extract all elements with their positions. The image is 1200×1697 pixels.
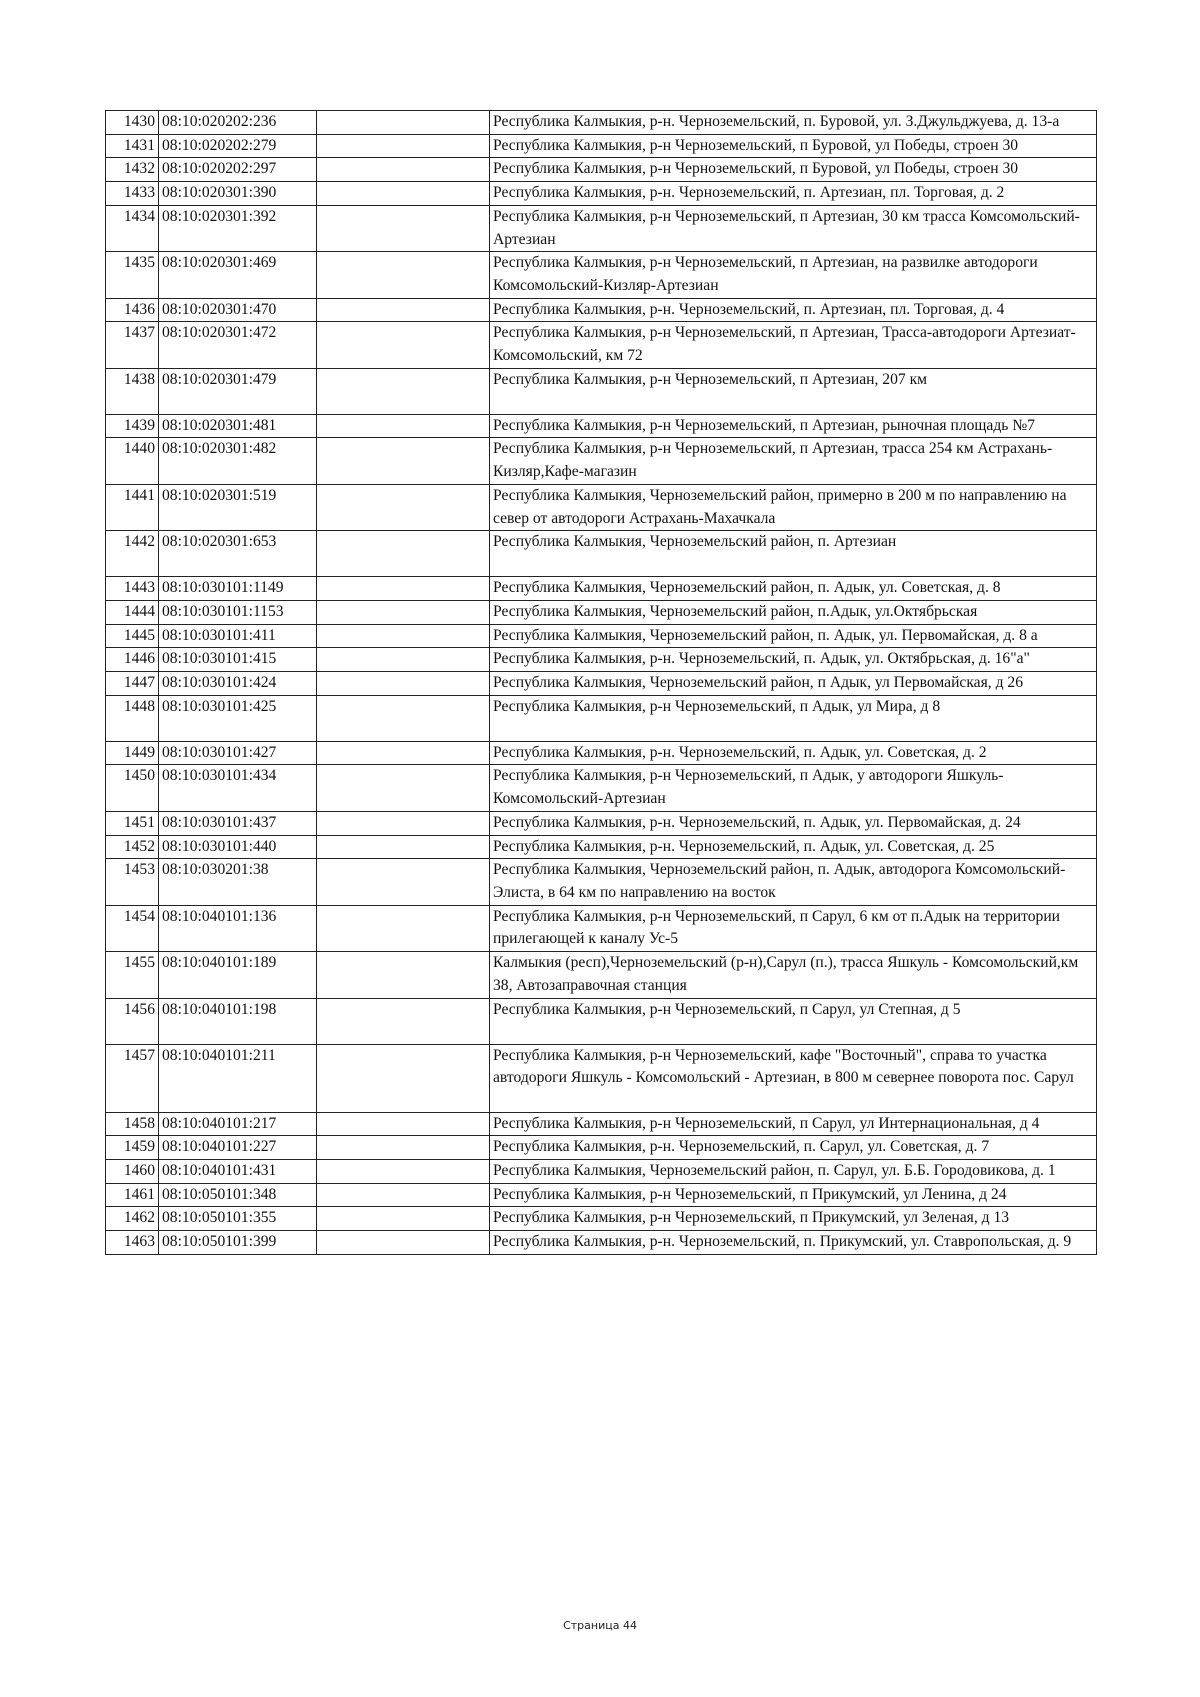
row-number: 1443 xyxy=(106,577,159,601)
table-row xyxy=(106,952,1097,998)
row-number: 1436 xyxy=(106,298,159,322)
empty-cell xyxy=(317,1136,490,1160)
empty-cell xyxy=(317,811,490,835)
table-row xyxy=(106,531,1097,577)
table-row xyxy=(106,438,1097,484)
row-number: 1432 xyxy=(106,158,159,182)
empty-cell xyxy=(317,252,490,298)
row-number: 1441 xyxy=(106,484,159,530)
empty-cell xyxy=(317,205,490,251)
cadastral-number: 08:10:020301:390 xyxy=(159,182,317,206)
address: Республика Калмыкия, Черноземельский район, п. Артезиан xyxy=(490,531,1097,577)
cadastral-number: 08:10:020301:482 xyxy=(159,438,317,484)
cadastral-number: 08:10:030101:427 xyxy=(159,741,317,765)
address: Республика Калмыкия, р-н Черноземельский, п Артезиан, 30 км трасса Комсомольский-Артезиан xyxy=(490,205,1097,251)
row-number: 1450 xyxy=(106,765,159,811)
address: Республика Калмыкия, р-н. Черноземельский, п. Адык, ул. Первомайская, д. 24 xyxy=(490,811,1097,835)
empty-cell xyxy=(317,765,490,811)
cadastral-number: 08:10:030101:415 xyxy=(159,648,317,672)
row-number: 1438 xyxy=(106,368,159,414)
address: Республика Калмыкия, р-н. Черноземельский, п. Адык, ул. Советская, д. 25 xyxy=(490,835,1097,859)
empty-cell xyxy=(317,531,490,577)
address: Республика Калмыкия, р-н Черноземельский, п Сарул, ул Степная, д 5 xyxy=(490,998,1097,1044)
property-table xyxy=(105,110,1097,1255)
cadastral-number: 08:10:040101:431 xyxy=(159,1159,317,1183)
address: Республика Калмыкия, р-н. Черноземельский, п. Сарул, ул. Советская, д. 7 xyxy=(490,1136,1097,1160)
table-row xyxy=(106,998,1097,1044)
table-row xyxy=(106,905,1097,951)
cadastral-number: 08:10:030101:440 xyxy=(159,835,317,859)
address: Республика Калмыкия, р-н Черноземельский, п Артезиан, на развилке автодороги Комсомольский-Кизляр-Артезиан xyxy=(490,252,1097,298)
cadastral-number: 08:10:030201:38 xyxy=(159,859,317,905)
cadastral-number: 08:10:020301:653 xyxy=(159,531,317,577)
row-number: 1451 xyxy=(106,811,159,835)
row-number: 1460 xyxy=(106,1159,159,1183)
row-number: 1445 xyxy=(106,624,159,648)
cadastral-number: 08:10:020202:279 xyxy=(159,134,317,158)
table-row xyxy=(106,1044,1097,1112)
table-row xyxy=(106,1159,1097,1183)
address: Республика Калмыкия, р-н Черноземельский, п Прикумский, ул Ленина, д 24 xyxy=(490,1183,1097,1207)
address: Республика Калмыкия, р-н. Черноземельский, п. Прикумский, ул. Ставропольская, д. 9 xyxy=(490,1231,1097,1255)
address: Республика Калмыкия, р-н Черноземельский, п Сарул, 6 км от п.Адык на территории прилегающей к каналу Ус-5 xyxy=(490,905,1097,951)
table-row xyxy=(106,695,1097,741)
table-row xyxy=(106,322,1097,368)
address: Республика Калмыкия, р-н Черноземельский, п Артезиан, Трасса-автодороги Артезиат-Комсомольский, км 72 xyxy=(490,322,1097,368)
table-row xyxy=(106,414,1097,438)
address: Республика Калмыкия, р-н Черноземельский, п Артезиан, рыночная площадь №7 xyxy=(490,414,1097,438)
address: Республика Калмыкия, р-н Черноземельский, кафе "Восточный", справа то участка автодороги Яшкуль - Комсомольский - Артезиан, в 800 м севернее поворота пос. Сарул xyxy=(490,1044,1097,1112)
table-row xyxy=(106,624,1097,648)
empty-cell xyxy=(317,648,490,672)
table-row xyxy=(106,600,1097,624)
cadastral-number: 08:10:040101:198 xyxy=(159,998,317,1044)
cadastral-number: 08:10:040101:211 xyxy=(159,1044,317,1112)
address: Республика Калмыкия, р-н Черноземельский, п Адык, ул Мира, д 8 xyxy=(490,695,1097,741)
row-number: 1446 xyxy=(106,648,159,672)
cadastral-number: 08:10:020301:481 xyxy=(159,414,317,438)
table-row xyxy=(106,368,1097,414)
page-number: Страница 44 xyxy=(563,1619,637,1632)
empty-cell xyxy=(317,624,490,648)
empty-cell xyxy=(317,438,490,484)
address: Республика Калмыкия, р-н. Черноземельский, п. Буровой, ул. З.Джульджуева, д. 13-а xyxy=(490,111,1097,135)
row-number: 1457 xyxy=(106,1044,159,1112)
row-number: 1433 xyxy=(106,182,159,206)
cadastral-number: 08:10:050101:399 xyxy=(159,1231,317,1255)
empty-cell xyxy=(317,1159,490,1183)
empty-cell xyxy=(317,1207,490,1231)
cadastral-number: 08:10:030101:411 xyxy=(159,624,317,648)
cadastral-number: 08:10:040101:227 xyxy=(159,1136,317,1160)
empty-cell xyxy=(317,600,490,624)
address: Республика Калмыкия, р-н Черноземельский, п Сарул, ул Интернациональная, д 4 xyxy=(490,1112,1097,1136)
cadastral-number: 08:10:020301:472 xyxy=(159,322,317,368)
empty-cell xyxy=(317,835,490,859)
address: Республика Калмыкия, Черноземельский район, п. Адык, ул. Первомайская, д. 8 а xyxy=(490,624,1097,648)
cadastral-number: 08:10:030101:425 xyxy=(159,695,317,741)
empty-cell xyxy=(317,1183,490,1207)
address: Республика Калмыкия, р-н. Черноземельский, п. Адык, ул. Советская, д. 2 xyxy=(490,741,1097,765)
table-row xyxy=(106,835,1097,859)
empty-cell xyxy=(317,695,490,741)
table-row xyxy=(106,1112,1097,1136)
table-row xyxy=(106,252,1097,298)
address: Калмыкия (респ),Черноземельский (р-н),Сарул (п.), трасса Яшкуль - Комсомольский,км 38, Автозаправочная станция xyxy=(490,952,1097,998)
row-number: 1447 xyxy=(106,672,159,696)
row-number: 1462 xyxy=(106,1207,159,1231)
table-row xyxy=(106,577,1097,601)
cadastral-number: 08:10:020301:469 xyxy=(159,252,317,298)
empty-cell xyxy=(317,1112,490,1136)
table-row xyxy=(106,158,1097,182)
table-row xyxy=(106,484,1097,530)
row-number: 1442 xyxy=(106,531,159,577)
empty-cell xyxy=(317,298,490,322)
address: Республика Калмыкия, р-н Черноземельский, п Артезиан, трасса 254 км Астрахань-Кизляр,Кафе-магазин xyxy=(490,438,1097,484)
row-number: 1434 xyxy=(106,205,159,251)
address: Республика Калмыкия, р-н Черноземельский, п Буровой, ул Победы, строен 30 xyxy=(490,134,1097,158)
cadastral-number: 08:10:020301:479 xyxy=(159,368,317,414)
cadastral-number: 08:10:050101:355 xyxy=(159,1207,317,1231)
cadastral-number: 08:10:050101:348 xyxy=(159,1183,317,1207)
address: Республика Калмыкия, Черноземельский район, примерно в 200 м по направлению на север от автодороги Астрахань-Махачкала xyxy=(490,484,1097,530)
table-row xyxy=(106,1183,1097,1207)
address: Республика Калмыкия, Черноземельский район, п. Адык, автодорога Комсомольский-Элиста, в 64 км по направлению на восток xyxy=(490,859,1097,905)
cadastral-number: 08:10:020301:519 xyxy=(159,484,317,530)
row-number: 1435 xyxy=(106,252,159,298)
empty-cell xyxy=(317,998,490,1044)
empty-cell xyxy=(317,322,490,368)
address: Республика Калмыкия, р-н Черноземельский, п Прикумский, ул Зеленая, д 13 xyxy=(490,1207,1097,1231)
row-number: 1461 xyxy=(106,1183,159,1207)
row-number: 1440 xyxy=(106,438,159,484)
table-row xyxy=(106,111,1097,135)
row-number: 1463 xyxy=(106,1231,159,1255)
address: Республика Калмыкия, Черноземельский район, п.Адык, ул.Октябрьская xyxy=(490,600,1097,624)
empty-cell xyxy=(317,1044,490,1112)
empty-cell xyxy=(317,952,490,998)
row-number: 1454 xyxy=(106,905,159,951)
empty-cell xyxy=(317,182,490,206)
row-number: 1448 xyxy=(106,695,159,741)
empty-cell xyxy=(317,672,490,696)
cadastral-number: 08:10:020301:470 xyxy=(159,298,317,322)
table-row xyxy=(106,811,1097,835)
row-number: 1453 xyxy=(106,859,159,905)
address: Республика Калмыкия, Черноземельский район, п. Адык, ул. Советская, д. 8 xyxy=(490,577,1097,601)
row-number: 1449 xyxy=(106,741,159,765)
empty-cell xyxy=(317,905,490,951)
cadastral-number: 08:10:040101:217 xyxy=(159,1112,317,1136)
address: Республика Калмыкия, р-н. Черноземельский, п. Артезиан, пл. Торговая, д. 2 xyxy=(490,182,1097,206)
row-number: 1452 xyxy=(106,835,159,859)
empty-cell xyxy=(317,368,490,414)
empty-cell xyxy=(317,134,490,158)
row-number: 1439 xyxy=(106,414,159,438)
table-row xyxy=(106,741,1097,765)
table-row xyxy=(106,648,1097,672)
cadastral-number: 08:10:040101:189 xyxy=(159,952,317,998)
row-number: 1455 xyxy=(106,952,159,998)
empty-cell xyxy=(317,158,490,182)
table-row xyxy=(106,134,1097,158)
cadastral-number: 08:10:020202:297 xyxy=(159,158,317,182)
empty-cell xyxy=(317,414,490,438)
table-row xyxy=(106,298,1097,322)
empty-cell xyxy=(317,1231,490,1255)
address: Республика Калмыкия, р-н. Черноземельский, п. Адык, ул. Октябрьская, д. 16"а" xyxy=(490,648,1097,672)
row-number: 1430 xyxy=(106,111,159,135)
table-body xyxy=(106,111,1097,1255)
empty-cell xyxy=(317,111,490,135)
cadastral-number: 08:10:020202:236 xyxy=(159,111,317,135)
address: Республика Калмыкия, р-н Черноземельский, п Артезиан, 207 км xyxy=(490,368,1097,414)
cadastral-number: 08:10:020301:392 xyxy=(159,205,317,251)
row-number: 1459 xyxy=(106,1136,159,1160)
row-number: 1437 xyxy=(106,322,159,368)
row-number: 1458 xyxy=(106,1112,159,1136)
table-row xyxy=(106,859,1097,905)
table-row xyxy=(106,765,1097,811)
table-row xyxy=(106,205,1097,251)
empty-cell xyxy=(317,859,490,905)
row-number: 1431 xyxy=(106,134,159,158)
address: Республика Калмыкия, р-н. Черноземельский, п. Артезиан, пл. Торговая, д. 4 xyxy=(490,298,1097,322)
cadastral-number: 08:10:040101:136 xyxy=(159,905,317,951)
row-number: 1444 xyxy=(106,600,159,624)
empty-cell xyxy=(317,741,490,765)
address: Республика Калмыкия, Черноземельский район, п. Сарул, ул. Б.Б. Городовикова, д. 1 xyxy=(490,1159,1097,1183)
address: Республика Калмыкия, р-н Черноземельский, п Буровой, ул Победы, строен 30 xyxy=(490,158,1097,182)
cadastral-number: 08:10:030101:1153 xyxy=(159,600,317,624)
cadastral-number: 08:10:030101:1149 xyxy=(159,577,317,601)
table-row xyxy=(106,1231,1097,1255)
table-row xyxy=(106,1136,1097,1160)
empty-cell xyxy=(317,577,490,601)
table-row xyxy=(106,672,1097,696)
cadastral-number: 08:10:030101:437 xyxy=(159,811,317,835)
address: Республика Калмыкия, Черноземельский район, п Адык, ул Первомайская, д 26 xyxy=(490,672,1097,696)
row-number: 1456 xyxy=(106,998,159,1044)
cadastral-number: 08:10:030101:434 xyxy=(159,765,317,811)
table-row xyxy=(106,182,1097,206)
empty-cell xyxy=(317,484,490,530)
address: Республика Калмыкия, р-н Черноземельский, п Адык, у автодороги Яшкуль-Комсомольский-Артезиан xyxy=(490,765,1097,811)
cadastral-number: 08:10:030101:424 xyxy=(159,672,317,696)
table-row xyxy=(106,1207,1097,1231)
